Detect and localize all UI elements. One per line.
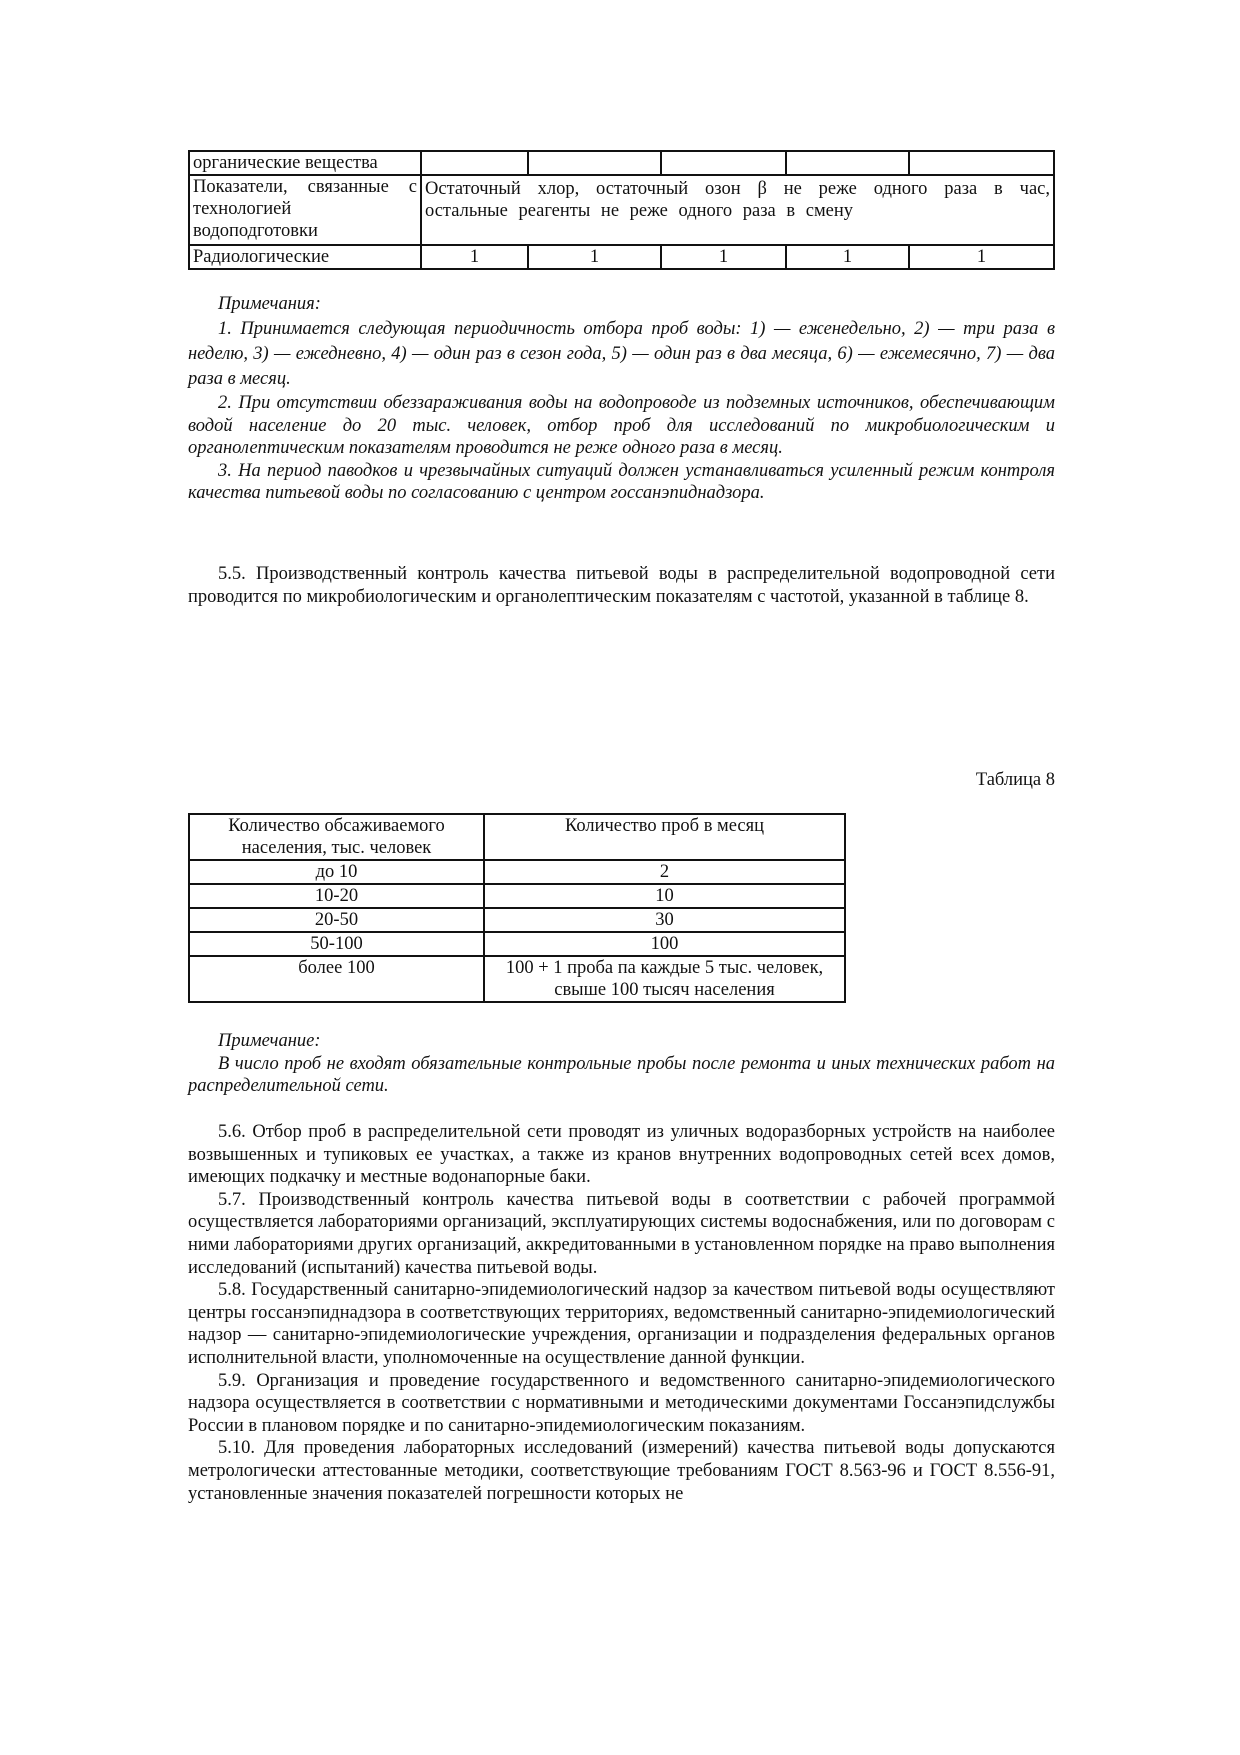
row-label: Радиологические xyxy=(189,245,421,269)
table-8 xyxy=(188,813,846,1003)
note-text: В число проб не входят обязательные контрольные пробы после ремонта и иных технических работ на распределительной сети. xyxy=(188,1053,1055,1097)
note-item: 2. При отсутствии обеззараживания воды на водопроводе из подземных источников, обеспечивающим водой население до 20 тыс. человек, отбор проб для исследований по микробиологическим и органолептическим показателям проводится не реже одного раза в месяц. xyxy=(188,393,1055,459)
row-label: органические вещества xyxy=(189,151,421,175)
table-row: более 100 100 + 1 проба па каждые 5 тыс. человек, свыше 100 тысяч населения xyxy=(189,956,845,1002)
table-8-note xyxy=(188,1030,1055,1098)
paragraph: 5.10. Для проведения лабораторных исследований (измерений) качества питьевой воды допускаются метрологически аттестованные методики, соответствующие требованиям ГОСТ 8.563-96 и ГОСТ 8.556-91, установленные значения показателей погрешности которых не xyxy=(188,1438,1055,1504)
notes-heading: Примечания: xyxy=(218,294,321,314)
table-row: до 10 2 xyxy=(189,860,845,884)
body-paragraphs xyxy=(188,1121,1055,1505)
table-row: Радиологические 1 1 1 1 1 xyxy=(189,245,1054,269)
note-item: 1. Принимается следующая периодичность отбора проб воды: 1) — еженедельно, 2) — три раза в неделю, 3) — ежедневно, 4) — один раз в сезон года, 5) — один раз в два месяца, 6) — ежемесячно, 7) — два раза в месяц. xyxy=(188,319,1055,389)
note-heading: Примечание: xyxy=(218,1031,321,1051)
table-7-continuation xyxy=(188,150,1055,270)
paragraph: 5.8. Государственный санитарно-эпидемиологический надзор за качеством питьевой воды осуществляют центры госсанэпиднадзора в соответствующих территориях, ведомственный санитарно-эпидемиологический надзор — санитарно-эпидемиологические учреждения, организации и подразделения федеральных органов исполнительной власти, уполномоченные на осуществление данной функции. xyxy=(188,1280,1055,1368)
paragraph-5-5: 5.5. Производственный контроль качества питьевой воды в распределительной водопроводной сети проводится по микробиологическим и органолептическим показателям с частотой, указанной в таблице 8. xyxy=(188,564,1055,607)
table-row: 20-50 30 xyxy=(189,908,845,932)
paragraph: 5.7. Производственный контроль качества питьевой воды в соответствии с рабочей программой осуществляется лабораториями организаций, эксплуатирующих системы водоснабжения, или по договорам с ними лабораториями других организаций, аккредитованными в установленном порядке на право выполнения исследований (испытаний) качества питьевой воды. xyxy=(188,1189,1055,1278)
notes xyxy=(188,292,1055,505)
note-item: 3. На период паводков и чрезвычайных ситуаций должен устанавливаться усиленный режим контроля качества питьевой воды по согласованию с центром госсанэпиднадзора. xyxy=(188,460,1055,504)
row-label: Показатели, связанные с технологией водоподготовки xyxy=(189,175,421,245)
paragraph: 5.9. Организация и проведение государственного и ведомственного санитарно-эпидемиологического надзора осуществляется в соответствии с нормативными и методическими документами Госсанэпидслужбы России в плановом порядке и по санитарно-эпидемиологическим показаниям. xyxy=(188,1370,1055,1436)
merged-cell: Остаточный хлор, остаточный озон β не реже одного раза в час, остальные реагенты не реже одного раза в смену xyxy=(421,175,1054,245)
table-row: 10-20 10 xyxy=(189,884,845,908)
table-row xyxy=(189,151,1054,175)
table-header: Количество обсаживаемого населения, тыс. человек Количество проб в месяц xyxy=(189,814,845,860)
table-row: 50-100 100 xyxy=(189,932,845,956)
paragraph: 5.6. Отбор проб в распределительной сети проводят из уличных водоразборных устройств на наиболее возвышенных и тупиковых ее участках, а также из кранов внутренних водопроводных сетей всех домов, имеющих подкачку и местные водонапорные баки. xyxy=(188,1122,1055,1188)
table-row xyxy=(189,175,1054,245)
table-8-caption: Таблица 8 xyxy=(975,770,1055,790)
